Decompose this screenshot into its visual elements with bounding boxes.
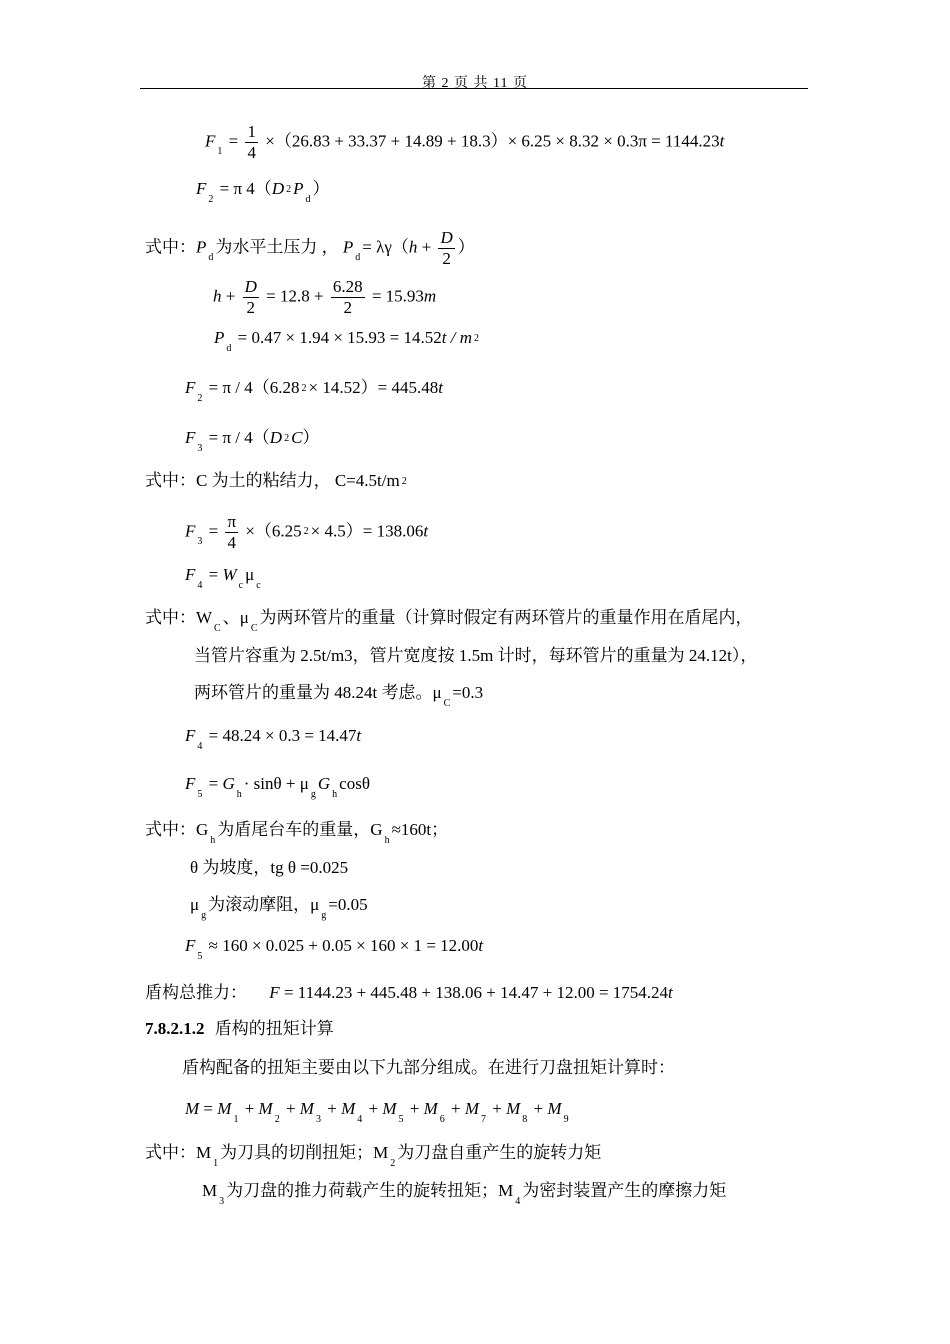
- var-w: W: [196, 608, 213, 627]
- subscript: 4: [197, 580, 203, 591]
- subscript: h: [332, 789, 338, 800]
- var-d: D: [271, 179, 285, 198]
- subscript: g: [201, 910, 207, 921]
- operator: +: [488, 1099, 507, 1118]
- var-m: M: [464, 1099, 480, 1118]
- var-f: F: [185, 378, 196, 397]
- numerator: 1: [247, 122, 256, 141]
- denominator: 2: [343, 298, 352, 317]
- subscript: 1: [233, 1114, 239, 1125]
- note-gh: [145, 819, 448, 844]
- expression: ×（26.83 + 33.37 + 14.89 + 18.3）× 6.25 × 8.32 × 0.3π = 1144.23: [265, 131, 720, 151]
- numerator: π: [227, 512, 237, 531]
- subscript: 4: [197, 741, 203, 752]
- subscript: 2: [208, 194, 214, 205]
- var-g: G: [317, 774, 331, 793]
- superscript: 2: [284, 433, 290, 444]
- text: 两环管片的重量为 48.24t 考虑。: [194, 683, 433, 702]
- subscript: 3: [219, 1196, 225, 1207]
- var-d: D: [269, 428, 283, 447]
- equation-h: [213, 277, 436, 318]
- expression: = 12.8 +: [266, 286, 328, 306]
- subscript: h: [384, 835, 390, 846]
- equation-f5-formula: [185, 773, 370, 798]
- equation-f2-value: [185, 377, 443, 402]
- text: 为密封装置产生的摩擦力矩: [522, 1181, 727, 1200]
- unit: t / m: [441, 328, 472, 347]
- text: = λγ（: [362, 237, 409, 257]
- subscript: C: [443, 698, 451, 709]
- operator: +: [322, 1099, 342, 1118]
- var-m: M: [196, 1143, 212, 1162]
- denominator: 4: [227, 533, 237, 552]
- note-mug: [190, 894, 368, 919]
- paren: ）: [302, 428, 320, 447]
- paren: ）: [457, 237, 475, 257]
- var-f: F: [185, 726, 196, 745]
- subscript: 5: [197, 951, 203, 962]
- var-g: G: [370, 820, 383, 839]
- operator: +: [240, 1099, 259, 1118]
- paren: ）: [312, 179, 330, 198]
- var-m: M: [258, 1099, 273, 1118]
- var-p: P: [342, 237, 354, 257]
- value: ≈160t；: [391, 820, 449, 839]
- subscript: c: [256, 580, 261, 591]
- equation-m: [185, 1098, 571, 1123]
- superscript: 2: [473, 333, 479, 344]
- operator: =: [208, 774, 223, 793]
- subscript: 4: [357, 1114, 363, 1125]
- separator: 、: [222, 608, 240, 627]
- equation-f3-formula: [185, 427, 319, 452]
- subscript: 5: [197, 789, 203, 800]
- expression: × 14.52）= 445.48: [308, 378, 439, 397]
- equation-f4-value: [185, 725, 361, 750]
- var-mu: μ: [239, 608, 249, 627]
- note-pd: [145, 228, 475, 269]
- operator: =: [208, 521, 219, 541]
- unit: t: [438, 378, 443, 397]
- expression: = 1144.23 + 445.48 + 138.06 + 14.47 + 12.00 = 1754.24: [283, 983, 669, 1002]
- subscript: 1: [217, 146, 223, 158]
- var-p: P: [214, 328, 225, 347]
- label: 式中：: [145, 820, 196, 839]
- note-theta: θ 为坡度，tg θ =0.025: [190, 858, 349, 877]
- var-f: F: [185, 565, 196, 584]
- var-m: M: [382, 1099, 397, 1118]
- page-header: 第 2 页 共 11 页: [422, 76, 528, 91]
- fraction: [245, 122, 258, 163]
- var-mu: μ: [310, 895, 320, 914]
- label: 盾构总推力：: [145, 983, 247, 1002]
- unit: t: [719, 131, 725, 151]
- unit: t: [478, 936, 484, 955]
- operator: +: [417, 237, 436, 257]
- header-rule: [140, 88, 808, 89]
- expression: ≈ 160 × 0.025 + 0.05 × 160 × 1 = 12.00: [208, 936, 479, 955]
- subscript: 2: [197, 393, 203, 404]
- value: =0.05: [328, 895, 368, 914]
- subscript: d: [305, 194, 311, 205]
- var-mu: μ: [190, 895, 200, 914]
- operator: +: [281, 1099, 300, 1118]
- var-m: M: [202, 1181, 218, 1200]
- var-mu: μ: [432, 683, 442, 702]
- label: 式中：: [145, 237, 196, 257]
- subscript: h: [210, 835, 216, 846]
- operator: +: [529, 1099, 548, 1118]
- var-p: P: [196, 237, 207, 257]
- label: 式中：: [145, 1143, 196, 1162]
- text: 为水平土压力 ，: [215, 237, 339, 257]
- var-g: G: [196, 820, 209, 839]
- subscript: d: [208, 252, 214, 264]
- subscript: 8: [522, 1114, 528, 1125]
- var-f: F: [205, 131, 216, 151]
- var-m: M: [217, 1099, 232, 1118]
- subscript: 3: [197, 443, 203, 454]
- subscript: 4: [515, 1196, 521, 1207]
- numerator: D: [244, 277, 257, 296]
- operator: +: [446, 1099, 465, 1118]
- total-thrust: [145, 982, 673, 1004]
- section-number: 7.8.2.1.2: [145, 1019, 205, 1038]
- subscript: 6: [439, 1114, 445, 1125]
- text: 为刀具的切削扭矩；: [220, 1143, 374, 1162]
- var-f: F: [185, 521, 196, 541]
- equation-f2-formula: [196, 178, 329, 203]
- var-f: F: [269, 983, 280, 1002]
- text: 为刀盘自重产生的旋转力矩: [397, 1143, 602, 1162]
- subscript: 5: [398, 1114, 404, 1125]
- subscript: d: [355, 252, 361, 264]
- expression: = π 4（: [219, 179, 272, 198]
- var-f: F: [185, 774, 196, 793]
- expression: = π / 4（: [208, 428, 270, 447]
- equation-pd: [214, 327, 481, 352]
- var-m: M: [185, 1099, 200, 1118]
- var-h: h: [213, 286, 222, 306]
- equation-f3-value: [185, 512, 428, 553]
- equation-f4-formula: [185, 564, 263, 589]
- paragraph-line: [194, 682, 483, 707]
- label: 式中：: [145, 608, 196, 627]
- subscript: g: [321, 910, 327, 921]
- var-f: F: [185, 936, 196, 955]
- subscript: 2: [274, 1114, 280, 1125]
- section-heading: [145, 1018, 334, 1040]
- subscript: 1: [213, 1158, 219, 1169]
- expression: × 4.5）= 138.06: [310, 521, 424, 541]
- paragraph-line: 当管片容重为 2.5t/m3，管片宽度按 1.5m 计时，每环管片的重量为 24.12t），: [194, 646, 758, 665]
- text: 为两环管片的重量（计算时假定有两环管片的重量作用在盾尾内，: [259, 608, 753, 627]
- unit: t: [668, 983, 673, 1002]
- var-mu: μ: [245, 565, 255, 584]
- superscript: 2: [286, 184, 292, 195]
- note-m1-m2: [145, 1142, 601, 1167]
- unit: m: [423, 286, 437, 306]
- subscript: h: [236, 789, 242, 800]
- subscript: c: [238, 580, 244, 591]
- superscript: 2: [401, 476, 407, 487]
- text: C 为土的粘结力， C=4.5t/m: [196, 471, 400, 490]
- expression: = 48.24 × 0.3 = 14.47: [208, 726, 357, 745]
- text: 为滚动摩阻，: [208, 895, 311, 914]
- label: 式中：: [145, 471, 196, 490]
- var-g: G: [222, 774, 235, 793]
- operator: =: [199, 1099, 218, 1118]
- fraction: [331, 277, 365, 318]
- note-c: [145, 470, 409, 495]
- subscript: 9: [563, 1114, 569, 1125]
- note-wc: [145, 607, 753, 632]
- fraction: [438, 228, 454, 269]
- subscript: C: [214, 623, 221, 634]
- value: =0.3: [452, 683, 484, 702]
- var-m: M: [506, 1099, 521, 1118]
- note-m3-m4: [202, 1180, 726, 1205]
- equation-f5-value: [185, 935, 483, 960]
- var-f: F: [196, 179, 207, 198]
- fraction: [243, 277, 259, 318]
- expression: · sinθ + μ: [243, 774, 309, 793]
- numerator: D: [440, 228, 453, 247]
- numerator: 6.28: [332, 277, 363, 296]
- var-m: M: [373, 1143, 389, 1162]
- expression: = π / 4（6.28: [208, 378, 300, 397]
- subscript: 3: [315, 1114, 321, 1125]
- var-m: M: [547, 1099, 562, 1118]
- var-m: M: [299, 1099, 314, 1118]
- expression: ×（6.25: [245, 521, 302, 541]
- text: 为盾尾台车的重量，: [217, 820, 371, 839]
- var-m: M: [423, 1099, 438, 1118]
- subscript: 2: [390, 1158, 396, 1169]
- unit: t: [423, 521, 429, 541]
- subscript: g: [310, 789, 316, 800]
- var-h: h: [408, 237, 418, 257]
- denominator: 4: [247, 143, 256, 162]
- unit: t: [356, 726, 362, 745]
- superscript: 2: [303, 526, 309, 538]
- operator: =: [208, 565, 223, 584]
- subscript: 3: [197, 536, 203, 548]
- fraction: [225, 512, 238, 553]
- denominator: 2: [442, 249, 451, 268]
- expression: = 15.93: [371, 286, 424, 306]
- section-title: 盾构的扭矩计算: [214, 1019, 334, 1038]
- text: 为刀盘的推力荷载产生的旋转扭矩；: [226, 1181, 499, 1200]
- operator: =: [228, 131, 239, 151]
- subscript: d: [226, 343, 232, 354]
- operator: +: [405, 1099, 424, 1118]
- var-p: P: [293, 179, 304, 198]
- operator: +: [364, 1099, 383, 1118]
- superscript: 2: [301, 383, 307, 394]
- equation-f1: [205, 122, 724, 163]
- paragraph-line: 盾构配备的扭矩主要由以下九部分组成。在进行刀盘扭矩计算时：: [182, 1058, 675, 1077]
- var-f: F: [185, 428, 196, 447]
- operator: +: [221, 286, 240, 306]
- subscript: 7: [481, 1114, 487, 1125]
- expression: cosθ: [339, 774, 370, 793]
- subscript: C: [250, 623, 258, 634]
- var-m: M: [498, 1181, 514, 1200]
- expression: = 0.47 × 1.94 × 15.93 = 14.52: [237, 328, 442, 347]
- var-w: W: [222, 565, 237, 584]
- var-c: C: [291, 428, 303, 447]
- denominator: 2: [246, 298, 255, 317]
- var-m: M: [341, 1099, 356, 1118]
